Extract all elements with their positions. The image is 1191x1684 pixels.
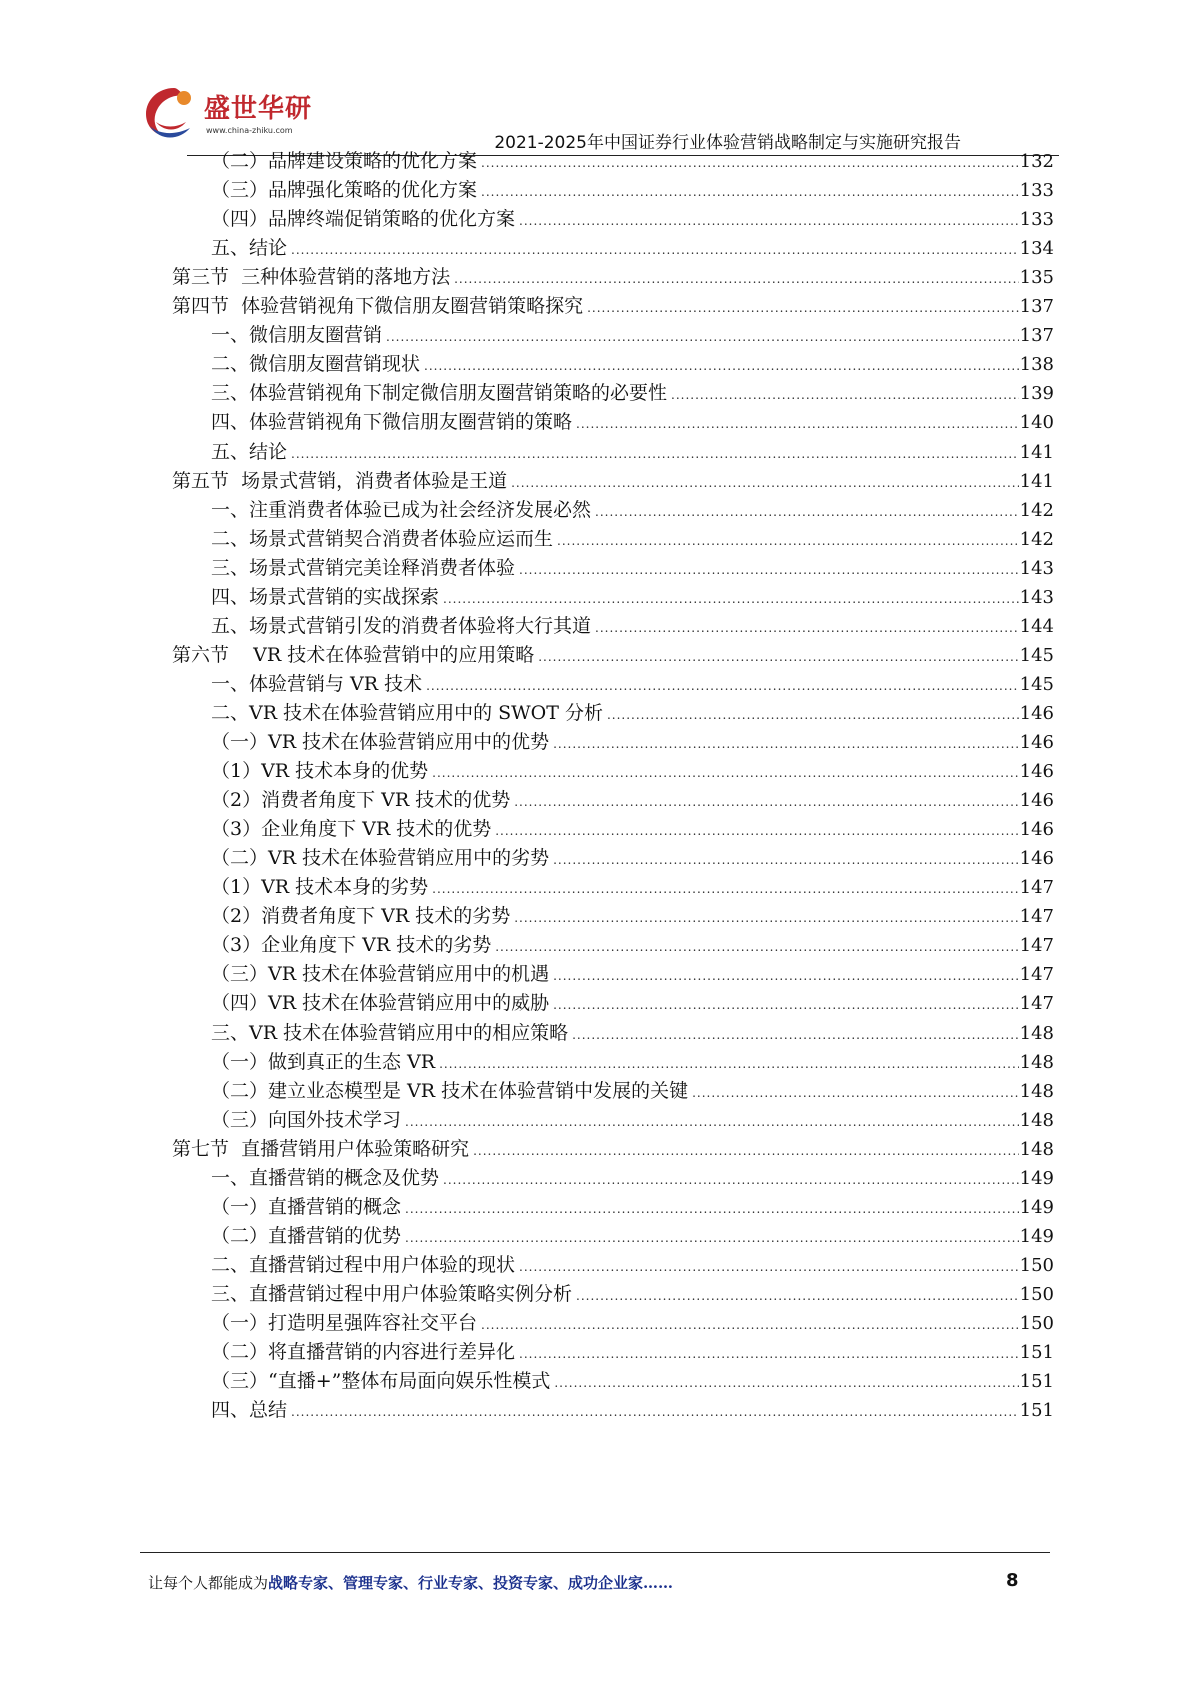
toc-entry-page: 150 [1019, 1283, 1054, 1305]
toc-entry-page: 147 [1019, 964, 1054, 986]
toc-entry-page: 145 [1019, 673, 1054, 695]
toc-entry-label: 二、微信朋友圈营销现状 [211, 353, 421, 376]
toc-entry-label: （三）“直播+”整体布局面向娱乐性模式 [211, 1370, 551, 1393]
toc-entry-label: 一、注重消费者体验已成为社会经济发展必然 [211, 498, 592, 521]
toc-entry-page: 147 [1019, 906, 1054, 928]
toc-entry-page: 139 [1019, 383, 1054, 405]
toc-entry-page: 149 [1019, 1225, 1054, 1247]
toc-entry-page: 133 [1019, 180, 1054, 202]
toc-entry-page: 141 [1019, 470, 1054, 492]
footer-divider [140, 1552, 1050, 1553]
toc-entry-label: 第七节 直播营销用户体验策略研究 [172, 1137, 470, 1160]
toc-entry[interactable] [211, 843, 1054, 874]
toc-entry[interactable] [211, 901, 1054, 932]
toc-entry-label: （1）VR 技术本身的优势 [211, 760, 429, 783]
toc-entry-page: 144 [1019, 615, 1054, 637]
toc-entry-page: 147 [1019, 993, 1054, 1015]
toc-entry[interactable] [211, 582, 1054, 613]
toc-entry[interactable] [172, 1134, 1054, 1165]
toc-entry-label: 一、微信朋友圈营销 [211, 324, 383, 347]
toc-entry[interactable] [211, 669, 1054, 700]
toc-entry-page: 146 [1019, 848, 1054, 870]
toc-entry[interactable] [211, 1279, 1054, 1310]
toc-entry[interactable] [211, 1250, 1054, 1281]
toc-entry[interactable] [211, 349, 1054, 380]
toc-entry[interactable] [211, 175, 1054, 206]
toc-entry-page: 147 [1019, 877, 1054, 899]
toc-entry-label: （3）企业角度下 VR 技术的劣势 [211, 934, 492, 957]
toc-entry[interactable] [211, 1308, 1054, 1339]
toc-entry[interactable] [211, 1395, 1054, 1426]
toc-entry-label: 二、场景式营销契合消费者体验应运而生 [211, 527, 554, 550]
footer-slogan-highlight: 战略专家、管理专家、行业专家、投资专家、成功企业家…… [268, 1574, 674, 1592]
toc-entry-label: 四、总结 [211, 1399, 288, 1422]
toc-entry-label: （一）做到真正的生态 VR [211, 1050, 436, 1073]
toc-entry[interactable] [211, 785, 1054, 816]
toc-entry-page: 149 [1019, 1167, 1054, 1189]
toc-entry-label: （1）VR 技术本身的劣势 [211, 876, 429, 899]
toc-entry[interactable] [211, 756, 1054, 787]
footer-slogan-prefix: 让每个人都能成为 [148, 1574, 269, 1592]
toc-entry[interactable] [172, 262, 1054, 293]
toc-entry[interactable] [211, 611, 1054, 642]
toc-entry[interactable] [211, 1366, 1054, 1397]
logo-emblem-icon [140, 82, 204, 148]
toc-entry-label: 第三节 三种体验营销的落地方法 [172, 266, 451, 289]
toc-entry[interactable] [211, 437, 1054, 468]
toc-entry[interactable] [211, 1163, 1054, 1194]
toc-entry-page: 147 [1019, 935, 1054, 957]
toc-entry[interactable] [211, 1221, 1054, 1252]
toc-entry-page: 146 [1019, 819, 1054, 841]
toc-entry-page: 149 [1019, 1196, 1054, 1218]
toc-entry-label: 一、直播营销的概念及优势 [211, 1166, 440, 1189]
report-title: 2021-2025年中国证券行业体验营销战略制定与实施研究报告 [494, 133, 961, 153]
toc-entry-label: （四）VR 技术在体验营销应用中的威胁 [211, 992, 550, 1015]
toc-entry-label: 五、场景式营销引发的消费者体验将大行其道 [211, 614, 592, 637]
toc-entry[interactable] [172, 291, 1054, 322]
toc-entry-page: 138 [1019, 354, 1054, 376]
toc-entry[interactable] [211, 1337, 1054, 1368]
toc-entry[interactable] [211, 1018, 1054, 1049]
toc-entry-page: 137 [1019, 296, 1054, 318]
toc-entry-page: 150 [1019, 1254, 1054, 1276]
toc-entry-page: 142 [1019, 499, 1054, 521]
toc-entry-label: （一）VR 技术在体验营销应用中的优势 [211, 731, 550, 753]
toc-entry-label: 二、直播营销过程中用户体验的现状 [211, 1253, 516, 1276]
toc-entry-label: （二）建立业态模型是 VR 技术在体验营销中发展的关键 [211, 1079, 689, 1102]
toc-entry[interactable] [211, 872, 1054, 903]
toc-entry[interactable] [211, 727, 1054, 758]
toc-entry[interactable] [211, 814, 1054, 845]
toc-entry[interactable] [172, 640, 1054, 671]
toc-entry[interactable] [172, 466, 1054, 497]
toc-entry-page: 148 [1019, 1080, 1054, 1102]
toc-entry-page: 151 [1019, 1342, 1054, 1364]
toc-entry-label: （三）向国外技术学习 [211, 1108, 402, 1131]
toc-entry[interactable] [211, 1047, 1054, 1078]
toc-entry[interactable] [211, 1105, 1054, 1136]
footer-slogan [148, 1572, 673, 1593]
toc-entry-label: 三、场景式营销完美诠释消费者体验 [211, 556, 516, 579]
toc-entry-label: （二）将直播营销的内容进行差异化 [211, 1341, 516, 1364]
toc-entry-page: 150 [1019, 1313, 1054, 1334]
toc-entry-label: 五、结论 [211, 440, 288, 463]
toc-entry-label: （3）企业角度下 VR 技术的优势 [211, 818, 492, 841]
toc-entry-label: 二、VR 技术在体验营销应用中的 SWOT 分析 [211, 701, 603, 724]
toc-entry-page: 142 [1019, 528, 1054, 550]
toc-leader-dots [291, 1397, 1019, 1428]
toc-entry-page: 140 [1019, 412, 1054, 434]
toc-entry-label: （二）品牌建设策略的优化方案 [211, 150, 478, 172]
toc-entry-label: （四）品牌终端促销策略的优化方案 [211, 208, 516, 231]
toc-entry[interactable] [211, 988, 1054, 1019]
toc-entry-page: 148 [1019, 1109, 1054, 1131]
toc-entry-page: 145 [1019, 644, 1054, 666]
company-logo [140, 82, 313, 148]
logo-url: www.china-zhiku.com [206, 126, 293, 135]
toc-entry[interactable] [211, 407, 1054, 438]
toc-entry[interactable] [211, 524, 1054, 555]
toc-entry-page: 151 [1019, 1400, 1054, 1422]
toc-entry-label: 第六节 VR 技术在体验营销中的应用策略 [172, 643, 535, 666]
toc-entry-page: 134 [1019, 238, 1054, 260]
toc-entry[interactable] [211, 204, 1054, 235]
toc-entry-page: 141 [1019, 441, 1054, 463]
toc-entry-label: 四、场景式营销的实战探索 [211, 585, 440, 608]
toc-entry[interactable] [211, 495, 1054, 526]
toc-entry-label: 三、直播营销过程中用户体验策略实例分析 [211, 1282, 573, 1305]
toc-entry[interactable] [211, 930, 1054, 961]
toc-entry[interactable] [211, 1192, 1054, 1223]
toc-entry-page: 135 [1019, 267, 1054, 289]
toc-entry-page: 148 [1019, 1022, 1054, 1044]
toc-entry-label: （三）品牌强化策略的优化方案 [211, 179, 478, 202]
toc-entry-label: （2）消费者角度下 VR 技术的劣势 [211, 905, 511, 928]
toc-entry[interactable] [211, 959, 1054, 990]
toc-entry-page: 146 [1019, 702, 1054, 724]
toc-entry[interactable] [211, 320, 1054, 351]
toc-entry-label: （2）消费者角度下 VR 技术的优势 [211, 789, 511, 812]
toc-entry-page: 151 [1019, 1371, 1054, 1393]
page-number: 8 [1006, 1570, 1019, 1591]
toc-entry[interactable] [211, 1076, 1054, 1107]
toc-entry-page: 148 [1019, 1138, 1054, 1160]
toc-entry-label: 第四节 体验营销视角下微信朋友圈营销策略探究 [172, 295, 584, 318]
toc-entry-label: （三）VR 技术在体验营销应用中的机遇 [211, 963, 550, 986]
toc-entry[interactable] [211, 553, 1054, 584]
toc-entry-page: 137 [1019, 325, 1054, 347]
toc-entry-label: 一、体验营销与 VR 技术 [211, 672, 423, 695]
toc-entry-page: 143 [1019, 586, 1054, 608]
toc-entry-page: 143 [1019, 557, 1054, 579]
toc-entry-label: 四、体验营销视角下微信朋友圈营销的策略 [211, 411, 573, 434]
logo-name: 盛世华研 [204, 94, 313, 124]
toc-entry-label: 第五节 场景式营销，消费者体验是王道 [172, 469, 508, 492]
toc-entry[interactable] [211, 146, 1054, 177]
page-header [0, 0, 1191, 160]
toc-entry[interactable] [211, 698, 1054, 729]
toc-entry-label: （二）直播营销的优势 [211, 1224, 402, 1247]
toc-entry-page: 148 [1019, 1051, 1054, 1073]
toc-entry-label: 三、体验营销视角下制定微信朋友圈营销策略的必要性 [211, 382, 668, 405]
toc-entry[interactable] [211, 378, 1054, 409]
toc-entry-label: （二）VR 技术在体验营销应用中的劣势 [211, 847, 550, 870]
toc-entry-page: 146 [1019, 790, 1054, 812]
toc-entry-label: （一）直播营销的概念 [211, 1195, 402, 1218]
toc-entry[interactable] [211, 233, 1054, 264]
toc-entry-label: 五、结论 [211, 237, 288, 260]
toc-entry-label: （一）打造明星强阵容社交平台 [211, 1312, 478, 1334]
toc-entry-page: 146 [1019, 761, 1054, 783]
toc-entry-label: 三、VR 技术在体验营销应用中的相应策略 [211, 1021, 569, 1044]
toc-entry-page: 133 [1019, 209, 1054, 231]
toc-entry-page: 146 [1019, 732, 1054, 753]
toc-entry-page: 132 [1019, 151, 1054, 172]
